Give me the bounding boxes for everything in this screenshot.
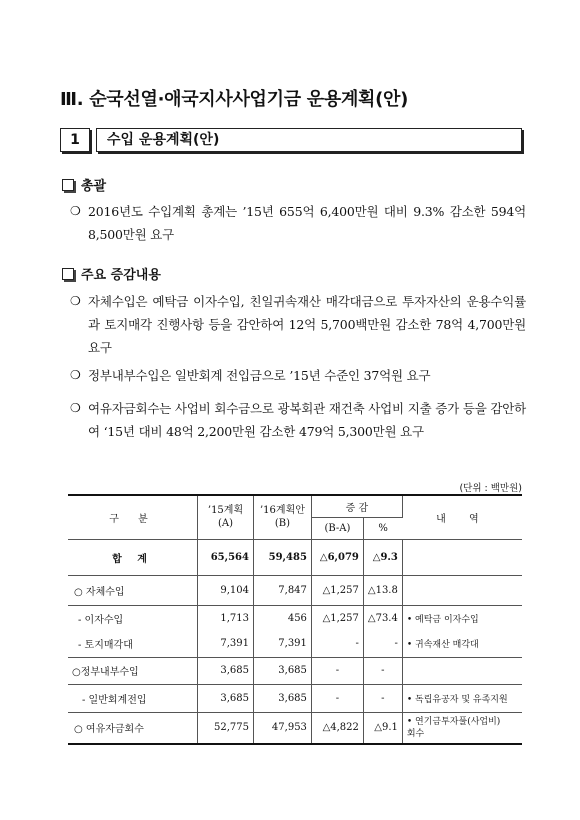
section-title-box	[96, 128, 522, 152]
row-y16: 59,485	[253, 539, 311, 575]
square-bullet-icon	[62, 179, 74, 191]
table-row	[68, 684, 522, 712]
row-note	[402, 575, 522, 605]
row-note: • 연기금투자풀(사업비) 회수	[402, 712, 522, 744]
row-diff: -	[311, 657, 363, 684]
row-label: - 토지매각대	[68, 631, 198, 657]
table-row	[68, 712, 522, 744]
row-pct: -	[363, 684, 402, 712]
row-note: • 귀속재산 매각대	[406, 640, 479, 651]
changes-bullet-text: 여유자금회수는 사업비 회수금으로 광복회관 재건축 사업비 지출 증가 등을 감안하여 ‘15년 대비 48억 2,200만원 감소한 479억 5,300만원 요구	[88, 401, 526, 439]
table-row	[68, 575, 522, 605]
changes-bullet-text: 자체수입은 예탁금 이자수입, 친일귀속재산 매각대금으로 투자자산의 운용수익률과 토지매각 진행사항 등을 감안하여 12억 5,700백만원 감소한 78억 4,700만원 요구	[88, 294, 526, 355]
overview-bullet-text: 2016년도 수입계획 총계는 ’15년 655억 6,400만원 대비 9.3% 감소한 594억 8,500만원 요구	[88, 204, 526, 242]
circle-bullet-icon: ❍	[70, 401, 81, 415]
changes-heading-label: 주요 증감내용	[81, 268, 161, 283]
header-diff: (B-A)	[311, 517, 363, 539]
row-y16: 7,391	[253, 631, 311, 657]
row-y15: 1,713	[198, 605, 254, 631]
changes-bullet-2	[70, 364, 526, 387]
changes-bullet-1	[70, 290, 526, 359]
header-detail: 내 역	[402, 495, 522, 539]
row-note: • 독립유공자 및 유족지원	[402, 684, 522, 712]
circle-bullet-icon: ❍	[70, 368, 81, 382]
row-note: • 예탁금 이자수입	[402, 605, 522, 631]
row-y15: 3,685	[198, 657, 254, 684]
row-y16: 3,685	[253, 657, 311, 684]
circle-bullet-icon: ❍	[70, 204, 81, 218]
row-y15: 3,685	[198, 684, 254, 712]
row-note	[402, 539, 522, 575]
table-row	[68, 539, 522, 575]
section-title: 수입 운용계획(안)	[107, 132, 220, 148]
row-label: - 이자수입	[68, 605, 198, 631]
header-y15: ’15계획 (A)	[198, 495, 254, 539]
row-y16: 3,685	[253, 684, 311, 712]
row-pct: △13.8	[363, 575, 402, 605]
changes-bullet-text: 정부내부수입은 일반회계 전입금으로 ’15년 수준인 37억원 요구	[88, 368, 431, 383]
section-number: 1	[60, 128, 90, 152]
revenue-table	[68, 494, 522, 745]
row-y16: 47,953	[253, 712, 311, 744]
section-header	[60, 128, 520, 154]
row-label: ○ 자체수입	[68, 575, 198, 605]
overview-bullet	[70, 200, 526, 246]
row-pct: △9.3	[363, 539, 402, 575]
table-row	[68, 631, 522, 657]
row-label: - 일반회계전입	[68, 684, 198, 712]
row-y15: 7,391	[198, 631, 254, 657]
header-y16: ’16계획안 (B)	[253, 495, 311, 539]
header-category: 구 분	[68, 495, 198, 539]
row-y15: 65,564	[198, 539, 254, 575]
row-diff: △4,822	[311, 712, 363, 744]
row-pct: -	[363, 657, 402, 684]
changes-bullet-3	[70, 397, 526, 443]
overview-heading-label: 총괄	[81, 179, 107, 194]
square-bullet-icon	[62, 268, 74, 280]
row-label: ○ 여유자금회수	[68, 712, 198, 744]
row-y15: 52,775	[198, 712, 254, 744]
row-label: ○정부내부수입	[68, 657, 198, 684]
row-diff: -	[311, 684, 363, 712]
overview-heading	[62, 175, 106, 194]
row-diff: △1,257	[311, 575, 363, 605]
table-row	[68, 605, 522, 631]
unit-label: (단위 : 백만원)	[459, 483, 522, 494]
circle-bullet-icon: ❍	[70, 294, 81, 308]
row-note	[402, 657, 522, 684]
row-y16: 7,847	[253, 575, 311, 605]
row-diff: △6,079	[311, 539, 363, 575]
changes-heading	[62, 264, 161, 283]
row-y16: 456	[253, 605, 311, 631]
row-label: 합 계	[68, 539, 198, 575]
row-pct: △73.4	[363, 605, 402, 631]
row-diff: -	[311, 631, 363, 657]
row-pct: △9.1	[363, 712, 402, 744]
row-diff: △1,257	[311, 605, 363, 631]
header-pct: %	[378, 522, 388, 534]
page-title: Ⅲ. 순국선열·애국지사사업기금 운용계획(안)	[60, 89, 409, 110]
row-y15: 9,104	[198, 575, 254, 605]
header-change: 증 감	[311, 495, 402, 517]
row-pct: -	[363, 631, 402, 657]
table-row	[68, 657, 522, 684]
